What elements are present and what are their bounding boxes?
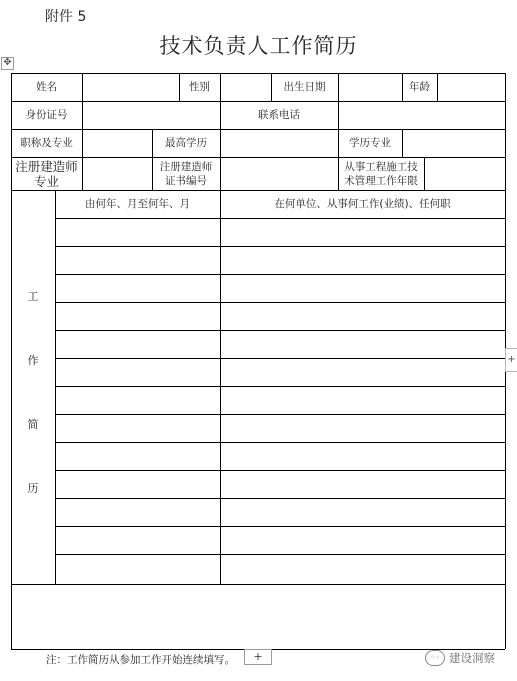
cert-number-label-line1: 注册建造师 (159, 160, 213, 173)
birth-date-label: 出生日期 (283, 81, 326, 93)
side-label-char-1: 工 (27, 290, 39, 303)
edu-major-label: 学历专业 (349, 137, 391, 149)
phone-label: 联系电话 (258, 109, 300, 121)
footnote: 注：工作简历从参加工作开始连续填写。 (46, 654, 235, 666)
history-unit-header: 在何单位、从事何工作(业绩)、任何职 (274, 198, 451, 210)
plus-icon: + (253, 650, 263, 663)
attachment-label: 附件 5 (45, 9, 87, 25)
work-years-label-line1: 从事工程施工技 (344, 160, 418, 173)
reg-major-label-line2: 专业 (33, 173, 59, 189)
gender-label: 性别 (189, 81, 210, 93)
side-label-char-3: 简 (27, 418, 39, 431)
age-label: 年龄 (409, 81, 430, 93)
id-number-label: 身份证号 (25, 109, 68, 121)
reg-major-label-line1: 注册建造师 (15, 158, 78, 174)
move-cross-icon[interactable]: ✥ (1, 57, 14, 70)
name-label: 姓名 (36, 81, 57, 93)
remarks-field[interactable] (11, 584, 505, 649)
gender-field[interactable] (220, 73, 271, 101)
age-field[interactable] (437, 73, 505, 101)
reg-major-field[interactable] (82, 157, 152, 190)
wechat-logo-icon: ◦◦ (425, 650, 445, 666)
reg-major-label (11, 157, 82, 190)
page-title: 技术负责人工作简历 (159, 34, 358, 58)
cert-number-label-line2: 证书编号 (165, 174, 207, 187)
watermark (425, 650, 495, 666)
watermark-text: 建设洞察 (449, 651, 495, 665)
phone-field[interactable] (338, 101, 505, 129)
side-label-char-4: 历 (27, 482, 39, 495)
education-field[interactable] (220, 129, 338, 157)
side-label-char-2: 作 (27, 354, 39, 367)
edu-major-field[interactable] (402, 129, 505, 157)
cert-number-label (152, 157, 220, 190)
plus-icon: + (507, 354, 516, 365)
title-major-field[interactable] (82, 129, 152, 157)
side-expand-button[interactable] (505, 348, 517, 372)
name-field[interactable] (82, 73, 179, 101)
work-years-label (338, 157, 424, 190)
id-number-field[interactable] (82, 101, 220, 129)
cert-number-field[interactable] (220, 157, 338, 190)
history-period-header: 由何年、月至何年、月 (85, 198, 190, 210)
education-label: 最高学历 (165, 137, 207, 149)
birth-date-field[interactable] (338, 73, 402, 101)
work-years-field[interactable] (424, 157, 505, 190)
add-row-button[interactable] (244, 649, 272, 665)
title-major-label: 职称及专业 (20, 137, 73, 149)
work-years-label-line2: 术管理工作年限 (344, 174, 418, 187)
